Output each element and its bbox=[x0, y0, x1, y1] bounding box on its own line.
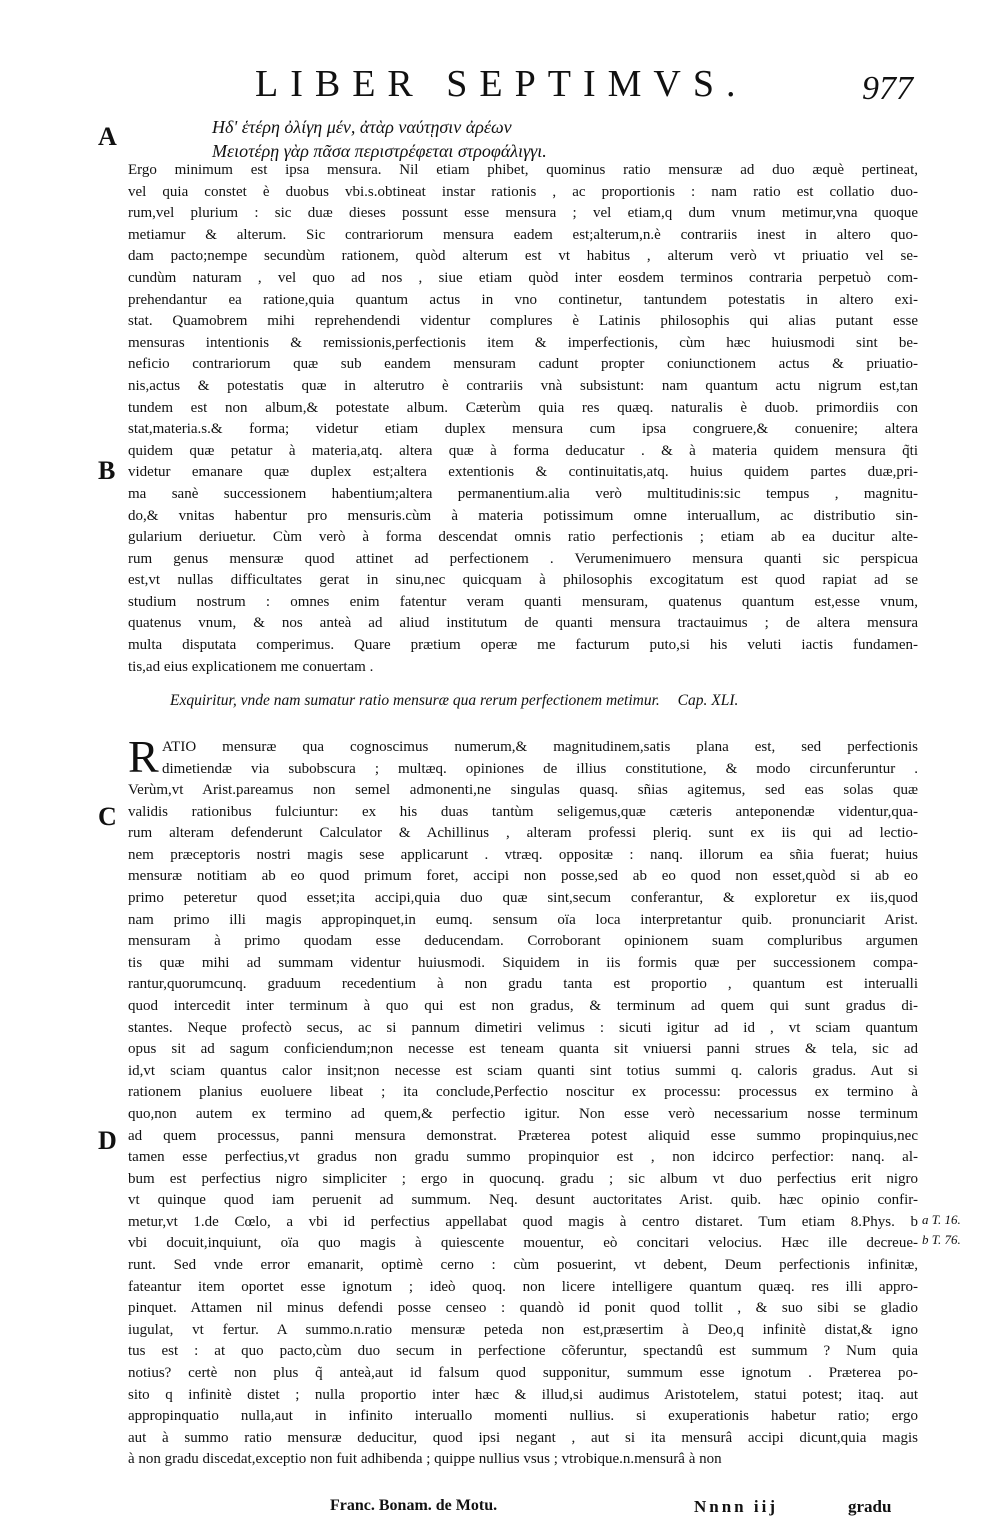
text-line: rum alteram defenderunt Calculator & Achillinus , alteram professi pleriq. sunt ex iis qui ad lectio- bbox=[128, 825, 918, 842]
text-line: tamen esse perfectius,vt gradus non gradu summo propinquior est , non idcirco perfectior: nanq. al- bbox=[128, 1149, 918, 1166]
text-line: quod intercedit inter terminum à quo qui est non gradus, & terminum ad quem qui sunt gradus di- bbox=[128, 997, 918, 1014]
text-line: nem præceptoris nostri magis sese applicarunt . vtræq. oppositæ : nanq. illorum ea sñia fuerat; huius bbox=[128, 846, 918, 863]
text-line: do,& vnitas habentur pro mensuris.cùm à materia potissimum omne interuallum, ac distributio sin- bbox=[128, 507, 918, 524]
text-line: ad quem processus, panni mensura demonstrat. Præterea potest aliquid esse summo propinquius,nec bbox=[128, 1127, 918, 1144]
text-line: validis rationibus fulciuntur: ex his duas tantùm seligemus,quæ cæteris anteponendæ videntur,qua- bbox=[128, 803, 918, 820]
text-line: studium nostrum : omnes enim fatentur veram quanti mensuram, quatenus quantum est,esse vnum, bbox=[128, 593, 918, 610]
text-line: est,vt nullas difficultates gerat in sinu,nec quicquam à philosophis excogitatum est quod rapiat ad se bbox=[128, 572, 918, 589]
text-line: primo peteretur quod esset;ita accipi,quia duo quæ sint,secum conferantur, & exploretur ex iis,quod bbox=[128, 889, 918, 906]
text-line: id,vt sciam quantus calor insit;non necesse est sciam quanti sint totius summi q. caloris gradus. Aut si bbox=[128, 1062, 918, 1079]
text-line: tundem est non album,& potestate album. Cæterùm quia res quæq. naturalis è duob. primordiis con bbox=[128, 399, 918, 416]
side-note-a: a T. 16. bbox=[922, 1212, 961, 1227]
text-line: pinquet. Attamen nil minus defendi posse censeo : quandò id ponit quod tollit , & suo sibi se gladio bbox=[128, 1300, 918, 1317]
text-line: mensuræ notitiam ab eo quod primum foret, accipi non posse,sed ab eo quod non esset,quòd si ab eo bbox=[128, 868, 918, 885]
margin-letter-d: D bbox=[98, 1126, 117, 1155]
footer-signature: Franc. Bonam. de Motu. bbox=[330, 1497, 498, 1514]
text-line: Verùm,vt Arist.pareamus non semel admonenti,ne singulas quasq. sñias agitemus, sed eas solas quæ bbox=[128, 782, 918, 798]
text-line: rum,vel plurium : sic duæ dieses possunt esse mensura ; vel etiam,q dum vnum metimur,vna quoque bbox=[128, 205, 918, 222]
text-line: vel quia constet è duobus vbi.s.obtineat instar rationis , ac proportionis : nam ratio est collatio duo- bbox=[128, 183, 918, 200]
running-header-title: LIBER SEPTIMVS. bbox=[255, 63, 748, 105]
text-line: ma sanè successionem habentium;altera permanentium.alia verò multitudinis:sic tempus , magnitu- bbox=[128, 485, 918, 502]
opening-line-1: ATIO mensuræ qua cognoscimus numerum,& magnitudinem,satis plana est, sed perfectionis bbox=[162, 739, 918, 755]
text-line: bum est perfectius nigro simpliciter ; ergo in quocunq. gradu ; sic album vt duo perfectius erit nigro bbox=[128, 1170, 918, 1187]
margin-letter-c: C bbox=[98, 802, 117, 831]
text-line: tus est : at quo pacto,cùm duo secum in perfectione cõferuntur, spectandû est summum ? Num quia bbox=[128, 1343, 918, 1360]
text-line: cundùm naturam , vel quo ad nos , siue etiam quòd inter eosdem terminos contraria perpetuò com- bbox=[128, 269, 918, 286]
text-line: mensuram à primo quodam esse deducendam. Corroborant opinionem suam compluribus argumen bbox=[128, 933, 918, 950]
text-line: quatenus vnum, & nos anteà ad aliud institutum de quanti mensura tractauimus ; de altera mensura bbox=[128, 615, 918, 632]
text-line: aut à summo ratio mensuræ deducitur, quod ipsi negant , aut si ita mensurâ accipi dicunt,quia magis bbox=[128, 1429, 918, 1446]
text-line: metur,vt 1.de Cœlo, a vbi id perfectius appellabat quod magis à centro distaret. Tum etiam 8.Phys. b bbox=[128, 1213, 918, 1230]
footer-catchword: gradu bbox=[848, 1497, 892, 1516]
chapter-heading-text: Exquiritur, vnde nam sumatur ratio mensuræ qua rerum perfectionem metimur. bbox=[170, 692, 660, 709]
margin-letter-a: A bbox=[98, 122, 117, 151]
text-line: notius? certè non plus q̃ anteà,aut id falsum quod supponitur, summum esse ignotum . Præterea po- bbox=[128, 1365, 918, 1382]
text-line: appropinquatio nulla,aut in infinito interuallo momenti nullius. si exuperationis habetur ratio; ergo bbox=[128, 1408, 918, 1425]
text-line: sito q infinitè distet ; nulla proportio inter hæc & illud,si audimus Aristotelem, statui potest; itaq. aut bbox=[128, 1386, 918, 1403]
section-two-text bbox=[128, 780, 918, 1471]
text-line: quo,non autem ex termino ad quem,& perfectio igitur. Non esse verò necessarium nosse terminum bbox=[128, 1105, 918, 1122]
text-line: quidem quæ petatur à materia,atq. altera quæ à forma deducatur . & à materia quidem mensura q̃ti bbox=[128, 442, 918, 459]
text-line: vt quinque quod iam peruenit ad summum. Neq. desunt auctoritates Arist. quib. hæc opinio confir- bbox=[128, 1192, 918, 1209]
text-line: nam primo illi magis appropinquet,in eumq. sensum oïa loca interpretantur quib. pronunciarit Arist. bbox=[128, 911, 918, 928]
text-line: nis,actus & potestatis quæ in alterutro è contrariis vnà subsistunt: nam quantum actu nigrum est,tan bbox=[128, 377, 918, 394]
text-line: rum genus mensuræ quod attinet ad perfectionem . Verumenimuero mensura quanti sic perspicua bbox=[128, 550, 918, 567]
text-line: stat,materia.s.& forma; videtur etiam duplex mensura cum ipsa congruere,& conuenire; altera bbox=[128, 421, 918, 438]
text-line: opus sit ad sagum conficiendum;non necesse est teneam quanta sit vniuersi panni strues & tela, sic ad bbox=[128, 1041, 918, 1058]
text-line: stantes. Neque profectò secus, ac si pannum dimetiri velimus : sicuti igitur ad id , vt sciam quantum bbox=[128, 1019, 918, 1036]
text-line: runt. Sed vnde error emanarit, optimè cerno : cùm posuerint, vt debent, Deum perfectionis infinitæ, bbox=[128, 1257, 918, 1274]
text-line: vbi docuit,inquiunt, oïa quo magis à quiescente mouentur, eò concitari velocius. Hæc ille decreue- bbox=[128, 1235, 918, 1252]
drop-cap-letter: R bbox=[128, 731, 159, 782]
side-note-b: b T. 76. bbox=[922, 1232, 961, 1247]
section-two-opening bbox=[162, 737, 918, 780]
text-line: dam pacto;nempe secundùm rationem, quòd alterum est vt habitus , alterum verò vt priuatio vel se- bbox=[128, 248, 918, 265]
page-number: 977 bbox=[862, 70, 913, 107]
text-line: tis,ad eius explicationem me conuertam . bbox=[128, 658, 374, 675]
chapter-label: Cap. XLI. bbox=[677, 692, 739, 709]
text-line: mensuras intentionis & remissionis,perfectionis item & imperfectionis, cùm hæc huiusmodi sint be- bbox=[128, 334, 918, 351]
section-one-text bbox=[128, 160, 918, 678]
opening-line-2: dimetiendæ via subobscura ; multæq. opiniones de illius constitutione, & modo circunferuntur . bbox=[162, 760, 918, 777]
text-line: multa disputata comperimus. Quare prætium operæ me facturum puto,si his veluti iactis fundamen- bbox=[128, 637, 918, 654]
text-line: stat. Quamobrem mihi reprehendendi videntur complures è Latinis philosophis qui alias putant esse bbox=[128, 313, 918, 330]
text-line: neficio contrariorum quæ sub eandem mensuram cadunt propter coniunctionem actus & priuatio- bbox=[128, 356, 918, 373]
text-line: gularium deriuetur. Cùm verò à forma descendat omnis ratio perfectionis ; etiam ab ea ducitur alte- bbox=[128, 529, 918, 546]
greek-verse-2: Μειοτέρῃ γὰρ πᾶσα περιστρέφεται στροφάλιγγι. bbox=[212, 141, 547, 161]
text-line: videtur emanare quæ duplex est;altera extentionis & continuitatis,atq. huius quidem partes duæ,pri- bbox=[128, 464, 918, 481]
chapter-heading bbox=[170, 692, 890, 710]
text-line: iugulat, vt fertur. A summo.n.ratio mensuræ peteda non est,præsertim à Deo,q infinitè distat,& igno bbox=[128, 1321, 918, 1338]
text-line: fateantur item oportet esse ignotum ; ideò quoq. non licere intelligere quantum quæq. res illi appro- bbox=[128, 1278, 918, 1295]
text-line: à non gradu discedat,exceptio non fuit adhibenda ; quippe nullius vsus ; vtrobique.n.mensurâ à non bbox=[128, 1451, 722, 1468]
footer-signature-mark: Nnnn iij bbox=[694, 1497, 778, 1516]
text-line: prehendantur ea ratione,quia quantum actus in vno continetur, tantundem potestatis in altero exi- bbox=[128, 291, 918, 308]
margin-letter-b: B bbox=[98, 456, 116, 485]
text-line: metiamur & alterum. Sic contrariorum mensura eadem est;alterum,n.è contrariis inest in altero quo- bbox=[128, 226, 918, 243]
text-line: tis quæ mihi ad summam videntur huiusmodi. Siquidem in iis formis quæ per successionem compa- bbox=[128, 954, 918, 971]
text-line: Ergo minimum est ipsa mensura. Nil etiam phibet, quominus ratio mensuræ ad duo æquè pertineat, bbox=[128, 162, 918, 178]
text-line: rationem planius euoluere libeat ; ita conclude,Perfectio noscitur ex processu: processus ex termino à bbox=[128, 1084, 918, 1101]
greek-verse-1: Ηδ' ἑτέρη ὀλίγη μέν, ἀτὰρ ναύτῃσιν ἀρέων bbox=[212, 117, 512, 137]
text-line: rantur,quorumcunq. graduum recedentium à non gradu tanta est proportio , quantum est interualli bbox=[128, 976, 918, 993]
